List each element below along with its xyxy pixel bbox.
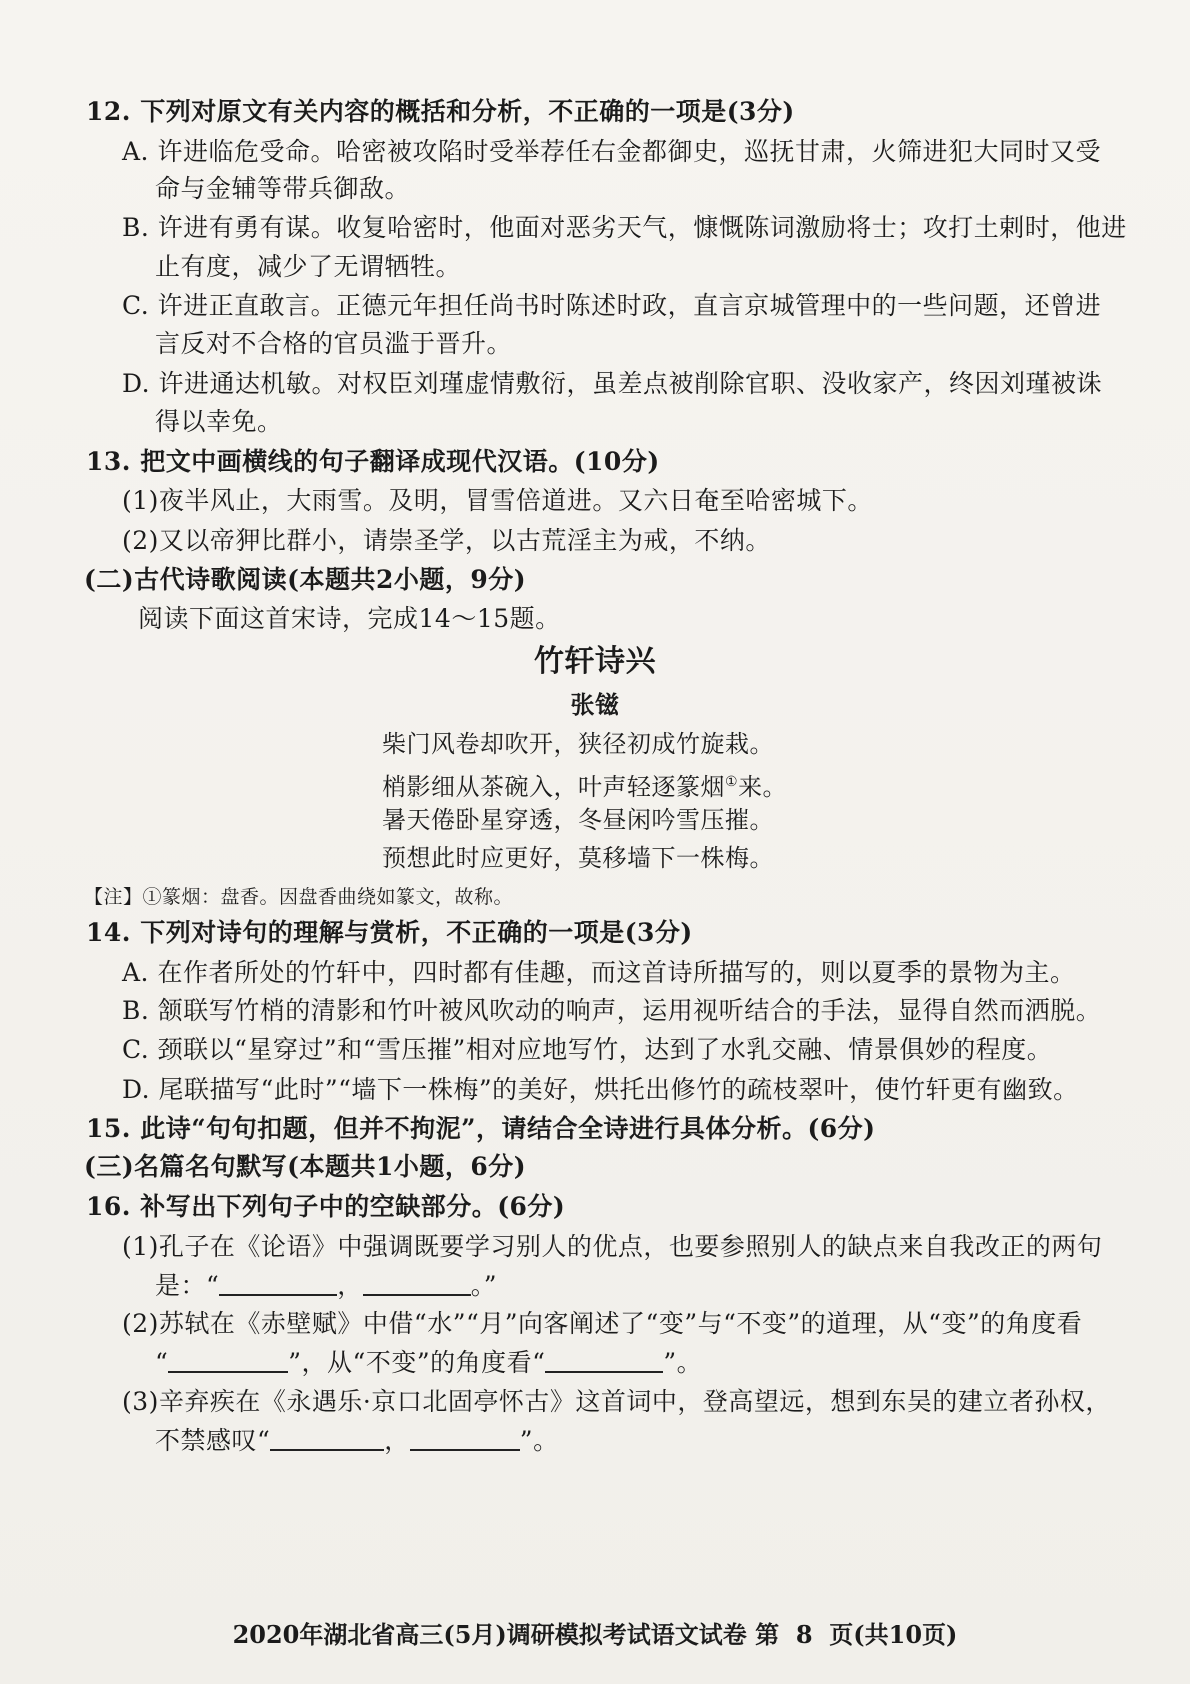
footer-title: 2020年湖北省高三(5月)调研模拟考试语文试卷 第 [232, 1620, 780, 1649]
poem-line-3: 暑天倦卧星穿透，冬昼闲吟雪压摧。 [382, 806, 774, 834]
poem-line-2 [382, 765, 787, 804]
q12-stem: 12. 下列对原文有关内容的概括和分析，不正确的一项是(3分) [86, 97, 795, 126]
answer-blank-4[interactable] [545, 1347, 663, 1373]
quote-close: ”。 [519, 1426, 559, 1455]
poem-title: 竹轩诗兴 [534, 644, 656, 679]
comma: ， [384, 1426, 410, 1455]
poem-line-1: 柴门风卷却吹开，狭径初成竹旋栽。 [382, 730, 774, 758]
q12-option-a-line1: A. 许进临危受命。哈密被攻陷时受举荐任右金都御史，巡抚甘肃，火筛进犯大同时又受 [122, 137, 1101, 166]
q14-option-d: D. 尾联描写“此时”“墙下一株梅”的美好，烘托出修竹的疏枝翠叶，使竹轩更有幽致。 [122, 1075, 1079, 1104]
footer-mid: 页(共 [829, 1620, 889, 1649]
q16-part-2-line2 [155, 1346, 702, 1380]
q14-option-b: B. 颔联写竹梢的清影和竹叶被风吹动的响声，运用视听结合的手法，显得自然而洒脱。 [122, 996, 1102, 1025]
q14-stem: 14. 下列对诗句的理解与赏析，不正确的一项是(3分) [86, 918, 693, 947]
q12-option-c-line1: C. 许进正直敢言。正德元年担任尚书时陈述时政，直言京城管理中的一些问题，还曾进 [122, 291, 1102, 320]
quote-close: 。” [470, 1271, 498, 1300]
answer-blank-6[interactable] [410, 1425, 520, 1451]
lead-text: 不禁感叹“ [155, 1426, 271, 1455]
footer-total-pages: 10 [888, 1620, 923, 1649]
q12-option-c-line2: 言反对不合格的官员滥于晋升。 [155, 329, 513, 358]
poem-line-2-part-2: 来。 [738, 773, 788, 801]
q12-option-d-line2: 得以幸免。 [155, 407, 283, 436]
connector-text: ”，从“不变”的角度看“ [288, 1348, 546, 1377]
q12-option-a-line2: 命与金辅等带兵御敌。 [155, 174, 411, 203]
section-2-heading: (二)古代诗歌阅读(本题共2小题，9分) [84, 565, 527, 594]
page-footer [0, 1615, 1190, 1650]
q12-option-b-line2: 止有度，减少了无谓牺牲。 [155, 252, 462, 281]
quote-close: ”。 [663, 1348, 703, 1377]
q14-option-c: C. 颈联以“星穿过”和“雪压摧”相对应地写竹，达到了水乳交融、情景俱妙的程度。 [122, 1035, 1053, 1064]
q16-part-2-line1: (2)苏轼在《赤壁赋》中借“水”“月”向客阐述了“变”与“不变”的道理，从“变”的角度看 [122, 1309, 1083, 1338]
q16-part-3-line2 [155, 1424, 559, 1458]
q14-option-a: A. 在作者所处的竹轩中，四时都有佳趣，而这首诗所描写的，则以夏季的景物为主。 [122, 958, 1076, 987]
answer-blank-3[interactable] [168, 1347, 288, 1373]
q16-stem: 16. 补写出下列句子中的空缺部分。(6分) [86, 1192, 566, 1221]
answer-blank-5[interactable] [270, 1425, 384, 1451]
section-2-intro: 阅读下面这首宋诗，完成14～15题。 [138, 604, 561, 633]
q12-option-b-line1: B. 许进有勇有谋。收复哈密时，他面对恶劣天气，慷慨陈词激励将士；攻打土剌时，他进 [122, 213, 1127, 242]
answer-blank-1[interactable] [219, 1270, 337, 1296]
q15-stem: 15. 此诗“句句扣题，但并不拘泥”，请结合全诗进行具体分析。(6分) [86, 1114, 876, 1143]
poem-line-4: 预想此时应更好，莫移墙下一株梅。 [382, 844, 774, 872]
quote-open: “ [155, 1348, 169, 1377]
q12-option-d-line1: D. 许进通达机敏。对权臣刘瑾虚情敷衍，虽差点被削除官职、没收家产，终因刘瑾被诛 [122, 369, 1103, 398]
q16-part-1-line1: (1)孔子在《论语》中强调既要学习别人的优点，也要参照别人的缺点来自我改正的两句 [122, 1232, 1103, 1261]
comma: ， [337, 1271, 363, 1300]
q16-part-1-line2 [155, 1269, 497, 1303]
q16-part-3-line1: (3)辛弃疾在《永遇乐·京口北固亭怀古》这首词中，登高望远，想到东吴的建立者孙权， [122, 1387, 1111, 1416]
poem-footnote: 【注】①篆烟：盘香。因盘香曲绕如篆文，故称。 [84, 886, 514, 908]
poem-author: 张镃 [570, 690, 620, 719]
answer-blank-2[interactable] [363, 1270, 471, 1296]
q13-sentence-2: (2)又以帝狎比群小，请崇圣学，以古荒淫主为戒，不纳。 [122, 526, 771, 555]
q13-stem: 13. 把文中画横线的句子翻译成现代汉语。(10分) [86, 447, 660, 476]
footnote-marker: ① [725, 774, 739, 790]
section-3-heading: (三)名篇名句默写(本题共1小题，6分) [84, 1152, 527, 1181]
q13-sentence-1: (1)夜半风止，大雨雪。及明，冒雪倍道进。又六日奄至哈密城下。 [122, 486, 873, 515]
quote-open: 是：“ [155, 1271, 220, 1300]
footer-page-number: 8 [795, 1620, 813, 1649]
footer-end: 页) [922, 1620, 958, 1649]
poem-line-2-part-1: 梢影细从茶碗入，叶声轻逐篆烟 [382, 773, 725, 801]
